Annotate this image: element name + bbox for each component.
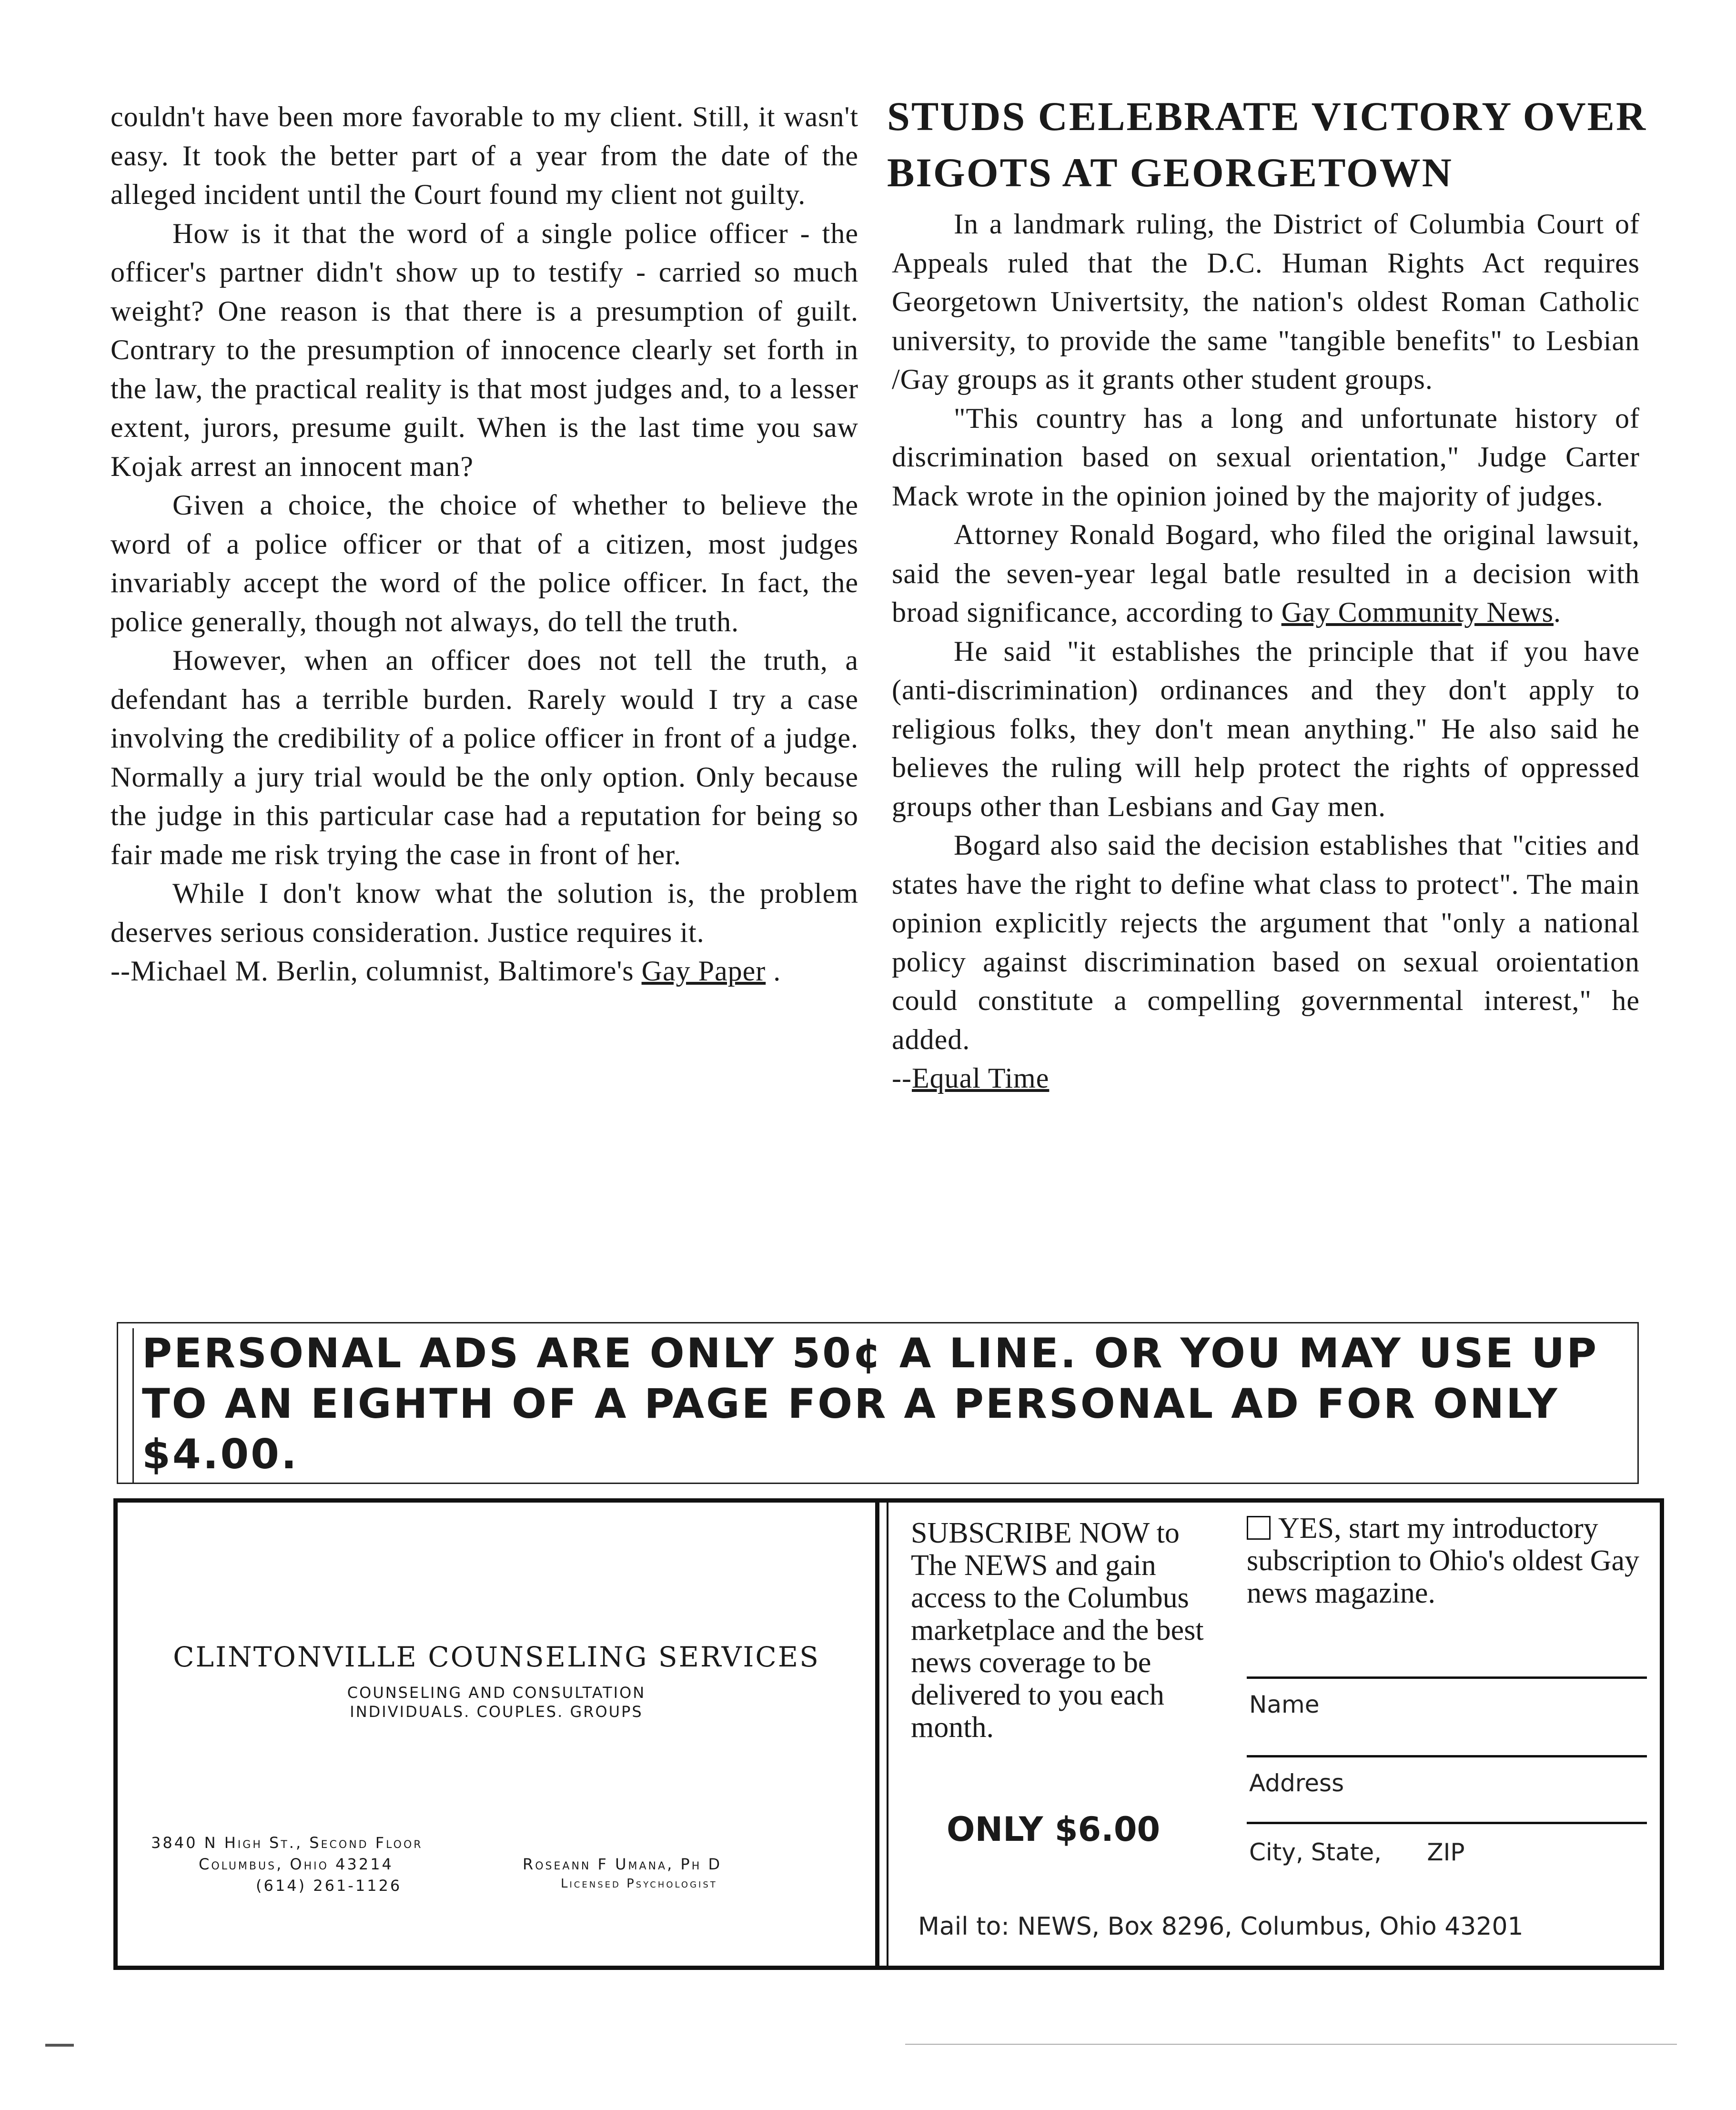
paragraph: However, when an officer does not tell the truth, a defendant has a terrible burden. Rarely would I try a case involving the credibility of a police officer in front of a judge. Normally a jury trial would be the only option. Only because the judge in this particular case had a reputation for being so fair made me risk trying the case in front of her.: [111, 645, 858, 870]
counseling-address: 3840 N High St., Second Floor: [151, 1834, 423, 1852]
address-field-line[interactable]: [1247, 1755, 1647, 1757]
name-field-line[interactable]: [1247, 1676, 1647, 1679]
paragraph: Given a choice, the choice of whether to believe the word of a police officer or that of a citizen, most judges invariably accept the word of the police officer. In fact, the police generally, though not always, do tell the truth.: [111, 489, 858, 637]
paragraph: While I don't know what the solution is, the problem deserves serious consideration. Justice requires it.: [111, 878, 858, 948]
divider: [887, 1503, 888, 1966]
counseling-title: CLINTONVILLE COUNSELING SERVICES: [173, 1641, 820, 1673]
left-column-article: [111, 98, 858, 991]
counseling-doctor-title: Licensed Psychologist: [561, 1877, 717, 1891]
personal-ads-notice: PERSONAL ADS ARE ONLY 50¢ A LINE. OR YOU MAY USE UP TO AN EIGHTH OF A PAGE FOR A PERSONAL AD FOR ONLY $4.00.: [117, 1322, 1639, 1484]
city-state-zip-label: City, State, ZIP: [1249, 1838, 1465, 1866]
byline-text: --Michael M. Berlin, columnist, Baltimore's: [111, 955, 642, 987]
paragraph: In a landmark ruling, the District of Columbia Court of Appeals ruled that the D.C. Human Rights Act requires Georgetown Univertsity, the nation's oldest Roman Catholic university, to provide the same "tangible benefits" to Lesbian /Gay groups as it grants other student groups.: [892, 208, 1640, 395]
byline-source: Equal Time: [911, 1062, 1050, 1094]
subscribe-option[interactable]: [1247, 1512, 1656, 1609]
article-headline: STUDS CELEBRATE VICTORY OVER BIGOTS AT GEORGETOWN: [887, 93, 1647, 195]
counseling-city: Columbus, Ohio 43214: [199, 1855, 394, 1873]
paragraph: [892, 515, 1640, 632]
advertisement-box: [113, 1498, 1664, 1970]
page-rule: [905, 2044, 1677, 2045]
byline-dash: --: [892, 1062, 912, 1094]
counseling-doctor: Roseann F Umana, Ph D: [523, 1855, 722, 1873]
paragraph-suffix: .: [1554, 596, 1561, 628]
right-column-article: [892, 205, 1640, 1098]
paragraph: How is it that the word of a single police officer - the officer's partner didn't show up to testify - carried so much weight? One reason is that there is a presumption of guilt. Contrary to the presumption of innocence clearly set forth in the law, the practical reality is that most judges and, to a lesser extent, jurors, presume guilt. When is the last time you saw Kojak arrest an innocent man?: [111, 217, 858, 482]
name-field-label: Name: [1249, 1691, 1320, 1718]
scan-mark: [45, 2044, 74, 2047]
counseling-subtitle: COUNSELING AND CONSULTATION: [347, 1684, 646, 1702]
paragraph-text: Attorney Ronald Bogard, who filed the original lawsuit, said the seven-year legal batle resulted in a decision with broad significance, according to: [892, 519, 1640, 628]
byline-suffix: .: [766, 955, 781, 987]
city-field-line[interactable]: [1247, 1822, 1647, 1824]
paragraph: "This country has a long and unfortunate history of discrimination based on sexual orientation," Judge Carter Mack wrote in the opinion joined by the majority of judges.: [892, 402, 1640, 512]
subscribe-pitch: SUBSCRIBE NOW to The NEWS and gain access to the Columbus marketplace and the best news coverage to be delivered to you each month.: [911, 1517, 1204, 1744]
source-name: Gay Community News: [1281, 596, 1554, 628]
address-field-label: Address: [1249, 1769, 1344, 1797]
paragraph: He said "it establishes the principle that if you have (anti-discrimination) ordinances and they don't apply to religious folks, they don't mean anything." He also said he believes the ruling will help protect the rights of oppressed groups other than Lesbians and Gay men.: [892, 635, 1640, 822]
byline: [892, 1059, 1640, 1098]
subscription-price: ONLY $6.00: [947, 1810, 1161, 1849]
mail-to-address: Mail to: NEWS, Box 8296, Columbus, Ohio 43201: [918, 1912, 1524, 1941]
byline: [111, 952, 858, 991]
counseling-phone: (614) 261-1126: [256, 1877, 402, 1895]
subscribe-checkbox[interactable]: [1247, 1516, 1271, 1540]
counseling-subtitle: INDIVIDUALS. COUPLES. GROUPS: [350, 1703, 643, 1721]
divider: [875, 1503, 879, 1966]
paragraph: couldn't have been more favorable to my client. Still, it wasn't easy. It took the better part of a year from the date of the alleged incident until the Court found my client not guilty.: [111, 101, 858, 210]
byline-source: Gay Paper: [641, 955, 766, 987]
checkbox-label: YES, start my introductory subscription to Ohio's oldest Gay news magazine.: [1247, 1512, 1640, 1609]
paragraph: Bogard also said the decision establishes that "cities and states have the right to define what class to protect". The main opinion explicitly rejects the argument that "only a national policy against discrimination based on sexual oroientation could constitute a compelling governmental interest," he added.: [892, 829, 1640, 1055]
